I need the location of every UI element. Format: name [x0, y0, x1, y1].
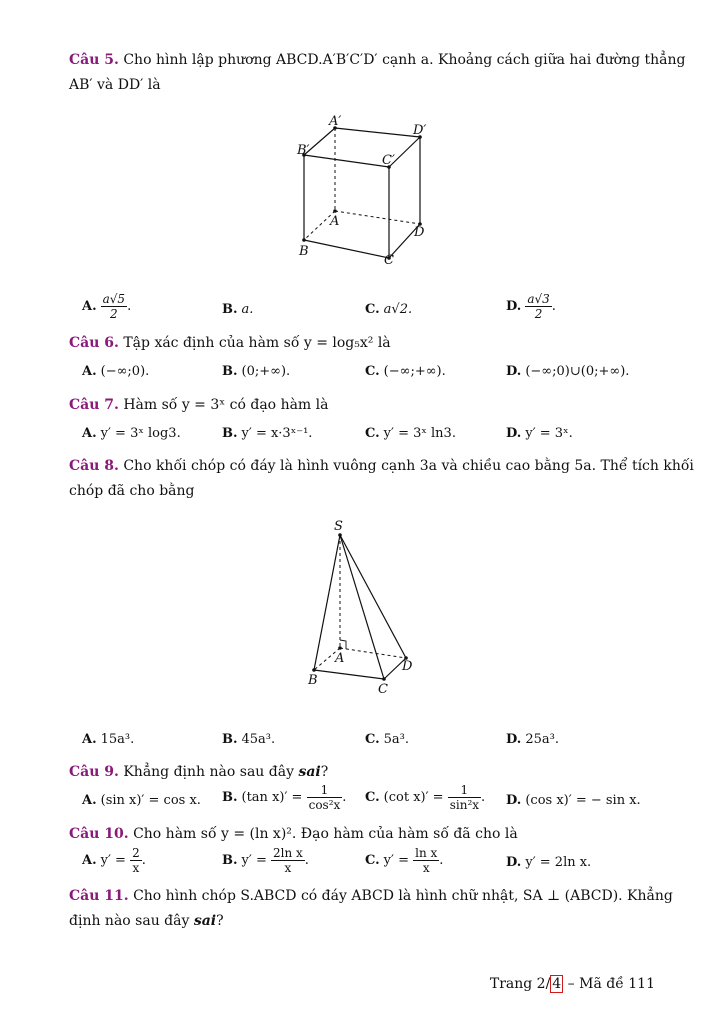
q5-line2: AB′ và DD′ là [69, 77, 161, 93]
q8-answer-a[interactable]: A. 15a³. [82, 732, 135, 747]
q9-answer-a[interactable]: A. (sin x)′ = cos x. [82, 793, 201, 808]
pyramid-figure [300, 515, 440, 695]
q11-label: Câu 11. [69, 888, 129, 904]
q5-answer-c[interactable]: C. a√2. [365, 302, 413, 317]
q5-label: Câu 5. [69, 52, 119, 68]
q5-line1 [69, 52, 686, 68]
q7-line [69, 397, 328, 413]
cube-label-D1: D′ [413, 123, 427, 138]
pyr-label-A: A [335, 651, 345, 666]
q7-answer-a[interactable]: A. y′ = 3ˣ log3. [82, 426, 181, 441]
q11-text: Cho hình chóp S.ABCD có đáy ABCD là hình chữ nhật, SA ⊥ (ABCD). Khẳng [133, 888, 673, 904]
cube-label-B1: B′ [297, 143, 310, 158]
q7-answer-b[interactable]: B. y′ = x·3ˣ⁻¹. [222, 426, 313, 441]
q9-line: Câu 9. Khẳng định nào sau đây sai? [69, 764, 329, 780]
cube-label-A: A [330, 214, 340, 229]
pyr-label-C: C [378, 682, 388, 695]
q8-label: Câu 8. [69, 458, 119, 474]
q6-answer-c[interactable]: C. (−∞;+∞). [365, 364, 446, 379]
cube-figure [280, 112, 480, 272]
q11-line2: định nào sau đây sai? [69, 913, 224, 929]
q9-text: Khẳng định nào sau đây [123, 764, 294, 780]
q11-line1 [69, 888, 673, 904]
q6-label: Câu 6. [69, 335, 119, 351]
pyr-label-B: B [308, 673, 318, 688]
page-footer: Trang 2/ 4 – Mã đề 111 [489, 976, 655, 992]
q7-answer-d[interactable]: D. y′ = 3ˣ. [506, 426, 573, 441]
q6-answer-b[interactable]: B. (0;+∞). [222, 364, 291, 379]
q8-answer-c[interactable]: C. 5a³. [365, 732, 410, 747]
q5-answer-a[interactable]: A. $\frac{a√5}{2}$ . [82, 292, 132, 321]
q5-answer-b[interactable]: B. a. [222, 302, 254, 317]
q6-answer-d[interactable]: D. (−∞;0)∪(0;+∞). [506, 364, 630, 379]
cube-label-A1: A′ [329, 114, 342, 129]
q8-answer-d[interactable]: D. 25a³. [506, 732, 559, 747]
q8-answer-b[interactable]: B. 45a³. [222, 732, 276, 747]
q8-line2: chóp đã cho bằng [69, 483, 195, 499]
q7-text: Hàm số y = 3ˣ có đạo hàm là [123, 397, 329, 413]
q7-label: Câu 7. [69, 397, 119, 413]
q9-emph: sai [298, 764, 321, 780]
cube-label-C: C [384, 253, 394, 268]
q10-answer-c[interactable]: C. y′ = $\frac{\text{ln x}}{x}$ . [365, 846, 444, 875]
q7-answer-c[interactable]: C. y′ = 3ˣ ln3. [365, 426, 456, 441]
q11-emph: sai [193, 913, 217, 929]
cube-label-B: B [299, 244, 309, 259]
q10-answer-d[interactable]: D. y′ = 2ln x. [506, 855, 592, 870]
q9-answer-d[interactable]: D. (cos x)′ = − sin x. [506, 793, 641, 808]
q10-text: Cho hàm số y = (ln x)². Đạo hàm của hàm số đã cho là [133, 826, 518, 842]
q9-answer-b[interactable]: B. (tan x)′ = $\frac{1}{\text{cos²x}}$ . [222, 783, 347, 812]
q10-line [69, 826, 518, 842]
cube-label-D: D [414, 225, 425, 240]
q10-label: Câu 10. [69, 826, 129, 842]
q9-answer-c[interactable]: C. (cot x)′ = $\frac{1}{\text{sin²x}}$ . [365, 783, 486, 812]
q8-line1 [69, 458, 694, 474]
page-total-box: 4 [552, 976, 562, 992]
q10-answer-b[interactable]: B. y′ = $\frac{\text{2ln x}}{x}$ . [222, 846, 309, 875]
q6-answer-a[interactable]: A. (−∞;0). [82, 364, 150, 379]
q6-line [69, 335, 391, 351]
cube-label-C1: C′ [382, 153, 395, 168]
q8-text: Cho khối chóp có đáy là hình vuông cạnh 3a và chiều cao bằng 5a. Thể tích khối [123, 458, 694, 474]
q6-text: Tập xác định của hàm số y = log₅x² là [123, 335, 391, 351]
pyr-label-D: D [402, 659, 413, 674]
q9-label: Câu 9. [69, 764, 119, 780]
q5-answer-d[interactable]: D. $\frac{a√3}{2}$ . [506, 292, 556, 321]
q10-answer-a[interactable]: A. y′ = $\frac{2}{x}$ . [82, 846, 146, 875]
pyr-label-S: S [334, 519, 343, 534]
q5-text: Cho hình lập phương ABCD.A′B′C′D′ cạnh a. Khoảng cách giữa hai đường thẳng [123, 52, 686, 68]
